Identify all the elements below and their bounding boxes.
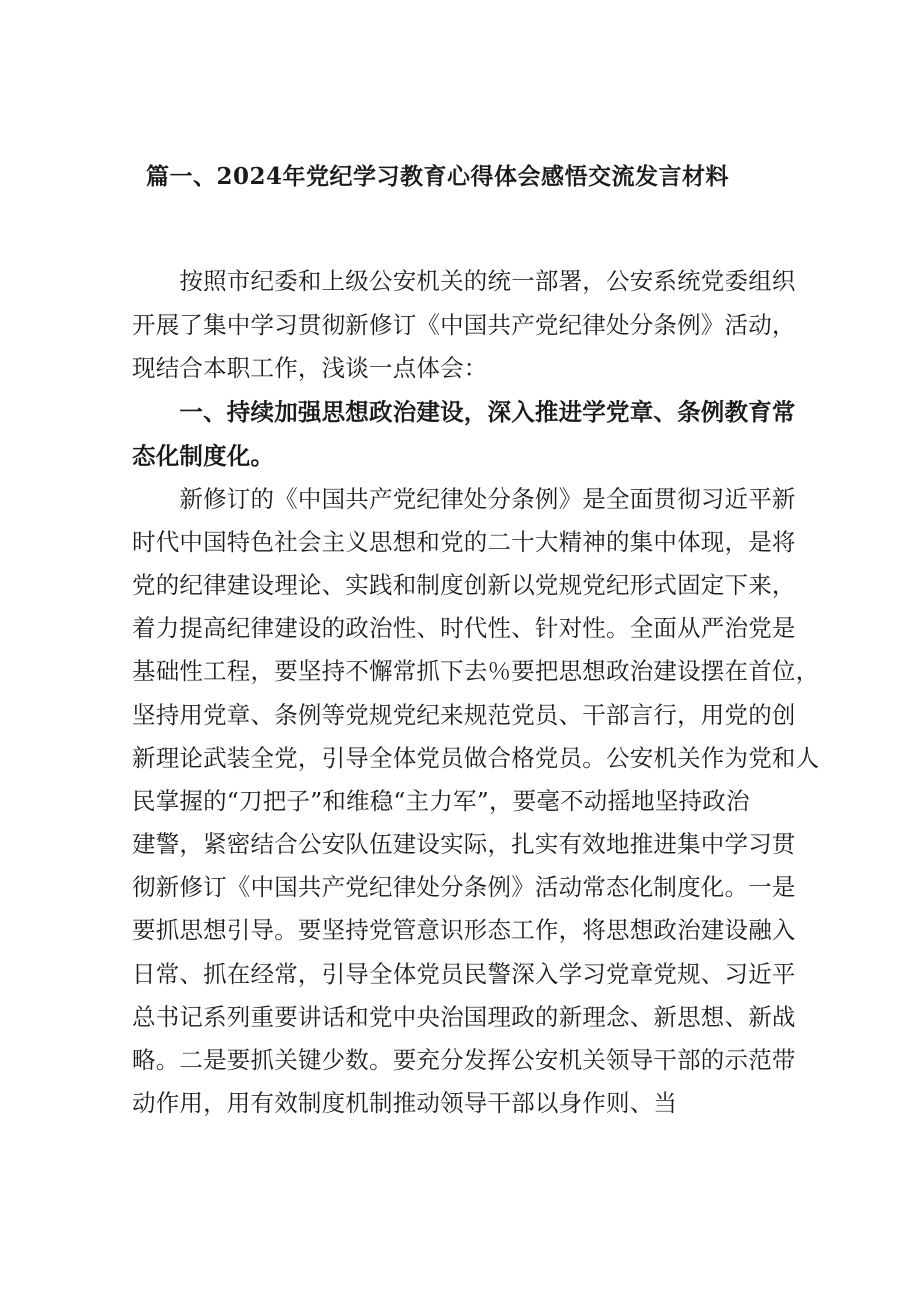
paragraph-line: 新修订的《中国共产党纪律处分条例》是全面贯彻习近平新 xyxy=(132,485,796,513)
paragraph-line: 时代中国特色社会主义思想和党的二十大精神的集中体现，是将 xyxy=(132,528,796,556)
paragraph-line: 要抓思想引导。要坚持党管意识形态工作，将思想政治建设融入 xyxy=(132,916,796,944)
paragraph-line: 新理论武装全党，引导全体党员做合格党员。公安机关作为党和人 xyxy=(132,744,820,772)
section-heading-line: 一、持续加强思想政治建设，深入推进学党章、条例教育常 xyxy=(132,398,796,426)
paragraph-line: 着力提高纪律建设的政治性、时代性、针对性。全面从严治党是 xyxy=(132,614,796,642)
paragraph-line: 开展了集中学习贯彻新修订《中国共产党纪律处分条例》活动， xyxy=(132,311,796,339)
paragraph-line: 党的纪律建设理论、实践和制度创新以党规党纪形式固定下来， xyxy=(132,571,796,599)
document-title: 篇一、2024年党纪学习教育心得体会感悟交流发言材料 xyxy=(146,163,730,190)
paragraph-line: 日常、抓在经常，引导全体党员民警深入学习党章党规、习近平 xyxy=(132,960,796,988)
paragraph-line: 彻新修订《中国共产党纪律处分条例》活动常态化制度化。一是 xyxy=(132,873,796,901)
section-heading-line: 态化制度化。 xyxy=(132,442,275,470)
paragraph-line: 动作用，用有效制度机制推动领导干部以身作则、当 xyxy=(132,1089,678,1117)
paragraph-line: 民掌握的“刀把子”和维稳“主力军”，要毫不动摇地坚持政治 xyxy=(132,787,750,815)
paragraph-line: 现结合本职工作，浅谈一点体会： xyxy=(132,354,488,382)
paragraph-line: 总书记系列重要讲话和党中央治国理政的新理念、新思想、新战 xyxy=(132,1003,796,1031)
paragraph-line: 坚持用党章、条例等党规党纪来规范党员、干部言行，用党的创 xyxy=(132,701,796,729)
paragraph-line: 略。二是要抓关键少数。要充分发挥公安机关领导干部的示范带 xyxy=(132,1046,796,1074)
paragraph-line: 按照市纪委和上级公安机关的统一部署，公安系统党委组织 xyxy=(132,267,796,295)
paragraph-line: 建警，紧密结合公安队伍建设实际，扎实有效地推进集中学习贯 xyxy=(132,830,796,858)
paragraph-line: 基础性工程，要坚持不懈常抓下去％要把思想政治建设摆在首位， xyxy=(132,657,820,685)
